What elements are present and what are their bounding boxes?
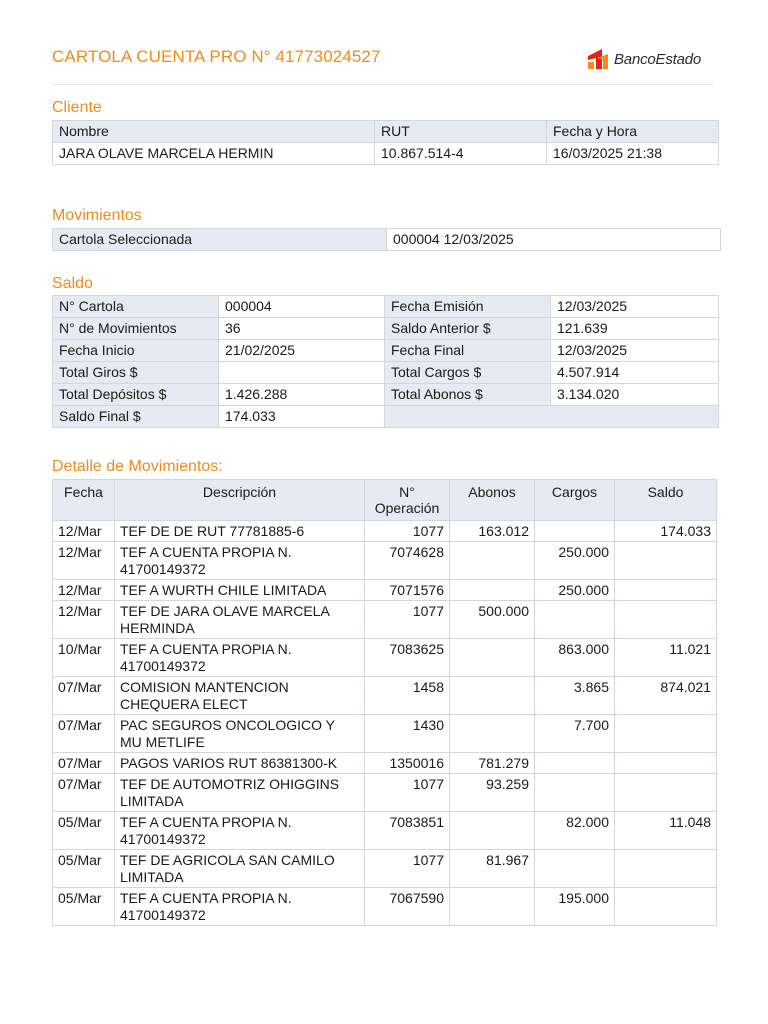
- row-saldo: [615, 542, 717, 580]
- row-cargos: [535, 753, 615, 774]
- table-row: [53, 318, 719, 340]
- row-abonos: [450, 677, 535, 715]
- row-saldo: [615, 715, 717, 753]
- saldo-value: 36: [219, 318, 385, 340]
- saldo-label: Total Abonos $: [385, 384, 551, 406]
- row-abonos: [450, 812, 535, 850]
- row-operacion: 1350016: [365, 753, 450, 774]
- row-descripcion: TEF DE AGRICOLA SAN CAMILO LIMITADA: [115, 850, 365, 888]
- row-operacion: 1077: [365, 774, 450, 812]
- saldo-label: Total Cargos $: [385, 362, 551, 384]
- row-abonos: 163.012: [450, 521, 535, 542]
- section-cliente: Cliente: [52, 99, 102, 116]
- bank-logo: [586, 47, 701, 71]
- row-fecha: 05/Mar: [53, 812, 115, 850]
- row-descripcion: TEF DE AUTOMOTRIZ OHIGGINS LIMITADA: [115, 774, 365, 812]
- header-nombre: Nombre: [53, 121, 375, 143]
- table-row: [53, 753, 717, 774]
- row-saldo: [615, 888, 717, 926]
- table-row: [53, 715, 717, 753]
- row-fecha: 12/Mar: [53, 580, 115, 601]
- row-fecha: 07/Mar: [53, 753, 115, 774]
- saldo-label: Fecha Final: [385, 340, 551, 362]
- row-descripcion: TEF A WURTH CHILE LIMITADA: [115, 580, 365, 601]
- row-fecha: 07/Mar: [53, 715, 115, 753]
- page-title: CARTOLA CUENTA PRO N° 41773024527: [52, 47, 381, 66]
- table-row: [53, 121, 719, 143]
- row-fecha: 07/Mar: [53, 677, 115, 715]
- row-descripcion: TEF A CUENTA PROPIA N. 41700149372: [115, 812, 365, 850]
- saldo-value: 21/02/2025: [219, 340, 385, 362]
- header-divider: [52, 84, 714, 85]
- table-row: [53, 850, 717, 888]
- saldo-value: 12/03/2025: [551, 340, 719, 362]
- header-operacion: N° Operación: [365, 480, 450, 521]
- row-cargos: [535, 850, 615, 888]
- row-descripcion: COMISION MANTENCION CHEQUERA ELECT: [115, 677, 365, 715]
- row-abonos: [450, 888, 535, 926]
- header-rut: RUT: [375, 121, 547, 143]
- row-saldo: [615, 850, 717, 888]
- row-abonos: 81.967: [450, 850, 535, 888]
- row-cargos: 195.000: [535, 888, 615, 926]
- row-saldo: 174.033: [615, 521, 717, 542]
- saldo-label: Total Depósitos $: [53, 384, 219, 406]
- row-descripcion: TEF A CUENTA PROPIA N. 41700149372: [115, 888, 365, 926]
- row-operacion: 1430: [365, 715, 450, 753]
- cartola-seleccionada-label: Cartola Seleccionada: [53, 229, 387, 251]
- table-row: [53, 601, 717, 639]
- header-abonos: Abonos: [450, 480, 535, 521]
- header-cargos: Cargos: [535, 480, 615, 521]
- row-abonos: [450, 580, 535, 601]
- row-saldo: 11.021: [615, 639, 717, 677]
- row-fecha: 12/Mar: [53, 601, 115, 639]
- header-saldo: Saldo: [615, 480, 717, 521]
- saldo-label: Total Giros $: [53, 362, 219, 384]
- row-abonos: [450, 639, 535, 677]
- row-saldo: 874.021: [615, 677, 717, 715]
- table-row: [53, 384, 719, 406]
- header-fecha-hora: Fecha y Hora: [547, 121, 719, 143]
- saldo-value: 000004: [219, 296, 385, 318]
- cliente-table: [52, 120, 719, 165]
- row-fecha: 12/Mar: [53, 521, 115, 542]
- table-row: [53, 521, 717, 542]
- row-abonos: 500.000: [450, 601, 535, 639]
- saldo-value: 4.507.914: [551, 362, 719, 384]
- saldo-value: 121.639: [551, 318, 719, 340]
- row-operacion: 7083851: [365, 812, 450, 850]
- row-operacion: 1077: [365, 601, 450, 639]
- row-cargos: 250.000: [535, 542, 615, 580]
- row-cargos: 3.865: [535, 677, 615, 715]
- row-descripcion: PAC SEGUROS ONCOLOGICO Y MU METLIFE: [115, 715, 365, 753]
- saldo-label: N° de Movimientos: [53, 318, 219, 340]
- saldo-table: [52, 295, 719, 428]
- section-movimientos: Movimientos: [52, 207, 142, 224]
- row-cargos: 250.000: [535, 580, 615, 601]
- row-operacion: 7067590: [365, 888, 450, 926]
- row-cargos: 7.700: [535, 715, 615, 753]
- detalle-table: [52, 479, 717, 926]
- row-fecha: 12/Mar: [53, 542, 115, 580]
- row-saldo: [615, 774, 717, 812]
- header-fecha: Fecha: [53, 480, 115, 521]
- table-row: [53, 406, 719, 428]
- row-fecha: 07/Mar: [53, 774, 115, 812]
- row-saldo: [615, 753, 717, 774]
- row-fecha: 05/Mar: [53, 888, 115, 926]
- table-header-row: [53, 480, 717, 521]
- saldo-label: Fecha Emisión: [385, 296, 551, 318]
- table-row: [53, 542, 717, 580]
- row-descripcion: TEF DE JARA OLAVE MARCELA HERMINDA: [115, 601, 365, 639]
- saldo-value: 174.033: [219, 406, 385, 428]
- cartola-seleccionada-value: 000004 12/03/2025: [387, 229, 721, 251]
- row-cargos: [535, 774, 615, 812]
- row-saldo: [615, 601, 717, 639]
- row-cargos: 863.000: [535, 639, 615, 677]
- row-cargos: 82.000: [535, 812, 615, 850]
- row-descripcion: PAGOS VARIOS RUT 86381300-K: [115, 753, 365, 774]
- row-operacion: 7074628: [365, 542, 450, 580]
- saldo-label: Saldo Final $: [53, 406, 219, 428]
- row-operacion: 7083625: [365, 639, 450, 677]
- row-cargos: [535, 601, 615, 639]
- row-abonos: 93.259: [450, 774, 535, 812]
- row-abonos: [450, 715, 535, 753]
- table-row: [53, 888, 717, 926]
- row-operacion: 1458: [365, 677, 450, 715]
- saldo-value: 1.426.288: [219, 384, 385, 406]
- saldo-value: 3.134.020: [551, 384, 719, 406]
- saldo-label: Fecha Inicio: [53, 340, 219, 362]
- row-operacion: 1077: [365, 521, 450, 542]
- row-operacion: 1077: [365, 850, 450, 888]
- saldo-value: [219, 362, 385, 384]
- table-row: [53, 362, 719, 384]
- row-descripcion: TEF A CUENTA PROPIA N. 41700149372: [115, 542, 365, 580]
- saldo-value: 12/03/2025: [551, 296, 719, 318]
- table-row: [53, 677, 717, 715]
- section-saldo: Saldo: [52, 275, 93, 292]
- row-abonos: [450, 542, 535, 580]
- table-row: [53, 229, 721, 251]
- row-descripcion: TEF DE DE RUT 77781885-6: [115, 521, 365, 542]
- table-row: [53, 340, 719, 362]
- table-row: [53, 580, 717, 601]
- table-row: [53, 639, 717, 677]
- table-row: [53, 774, 717, 812]
- movimientos-table: [52, 228, 721, 251]
- bank-name: BancoEstado: [614, 50, 702, 68]
- table-row: [53, 143, 719, 165]
- row-saldo: [615, 580, 717, 601]
- section-detalle: Detalle de Movimientos:: [52, 458, 223, 475]
- header-descripcion: Descripción: [115, 480, 365, 521]
- cliente-rut: 10.867.514-4: [375, 143, 547, 165]
- cliente-nombre: JARA OLAVE MARCELA HERMIN: [53, 143, 375, 165]
- saldo-label: Saldo Anterior $: [385, 318, 551, 340]
- cliente-fecha-hora: 16/03/2025 21:38: [547, 143, 719, 165]
- saldo-empty-cell: [385, 406, 719, 428]
- row-fecha: 10/Mar: [53, 639, 115, 677]
- table-row: [53, 812, 717, 850]
- row-saldo: 11.048: [615, 812, 717, 850]
- saldo-label: N° Cartola: [53, 296, 219, 318]
- row-fecha: 05/Mar: [53, 850, 115, 888]
- detalle-body: [53, 521, 717, 926]
- row-descripcion: TEF A CUENTA PROPIA N. 41700149372: [115, 639, 365, 677]
- row-operacion: 7071576: [365, 580, 450, 601]
- row-abonos: 781.279: [450, 753, 535, 774]
- table-row: [53, 296, 719, 318]
- row-cargos: [535, 521, 615, 542]
- bancoestado-logo-icon: [586, 48, 610, 70]
